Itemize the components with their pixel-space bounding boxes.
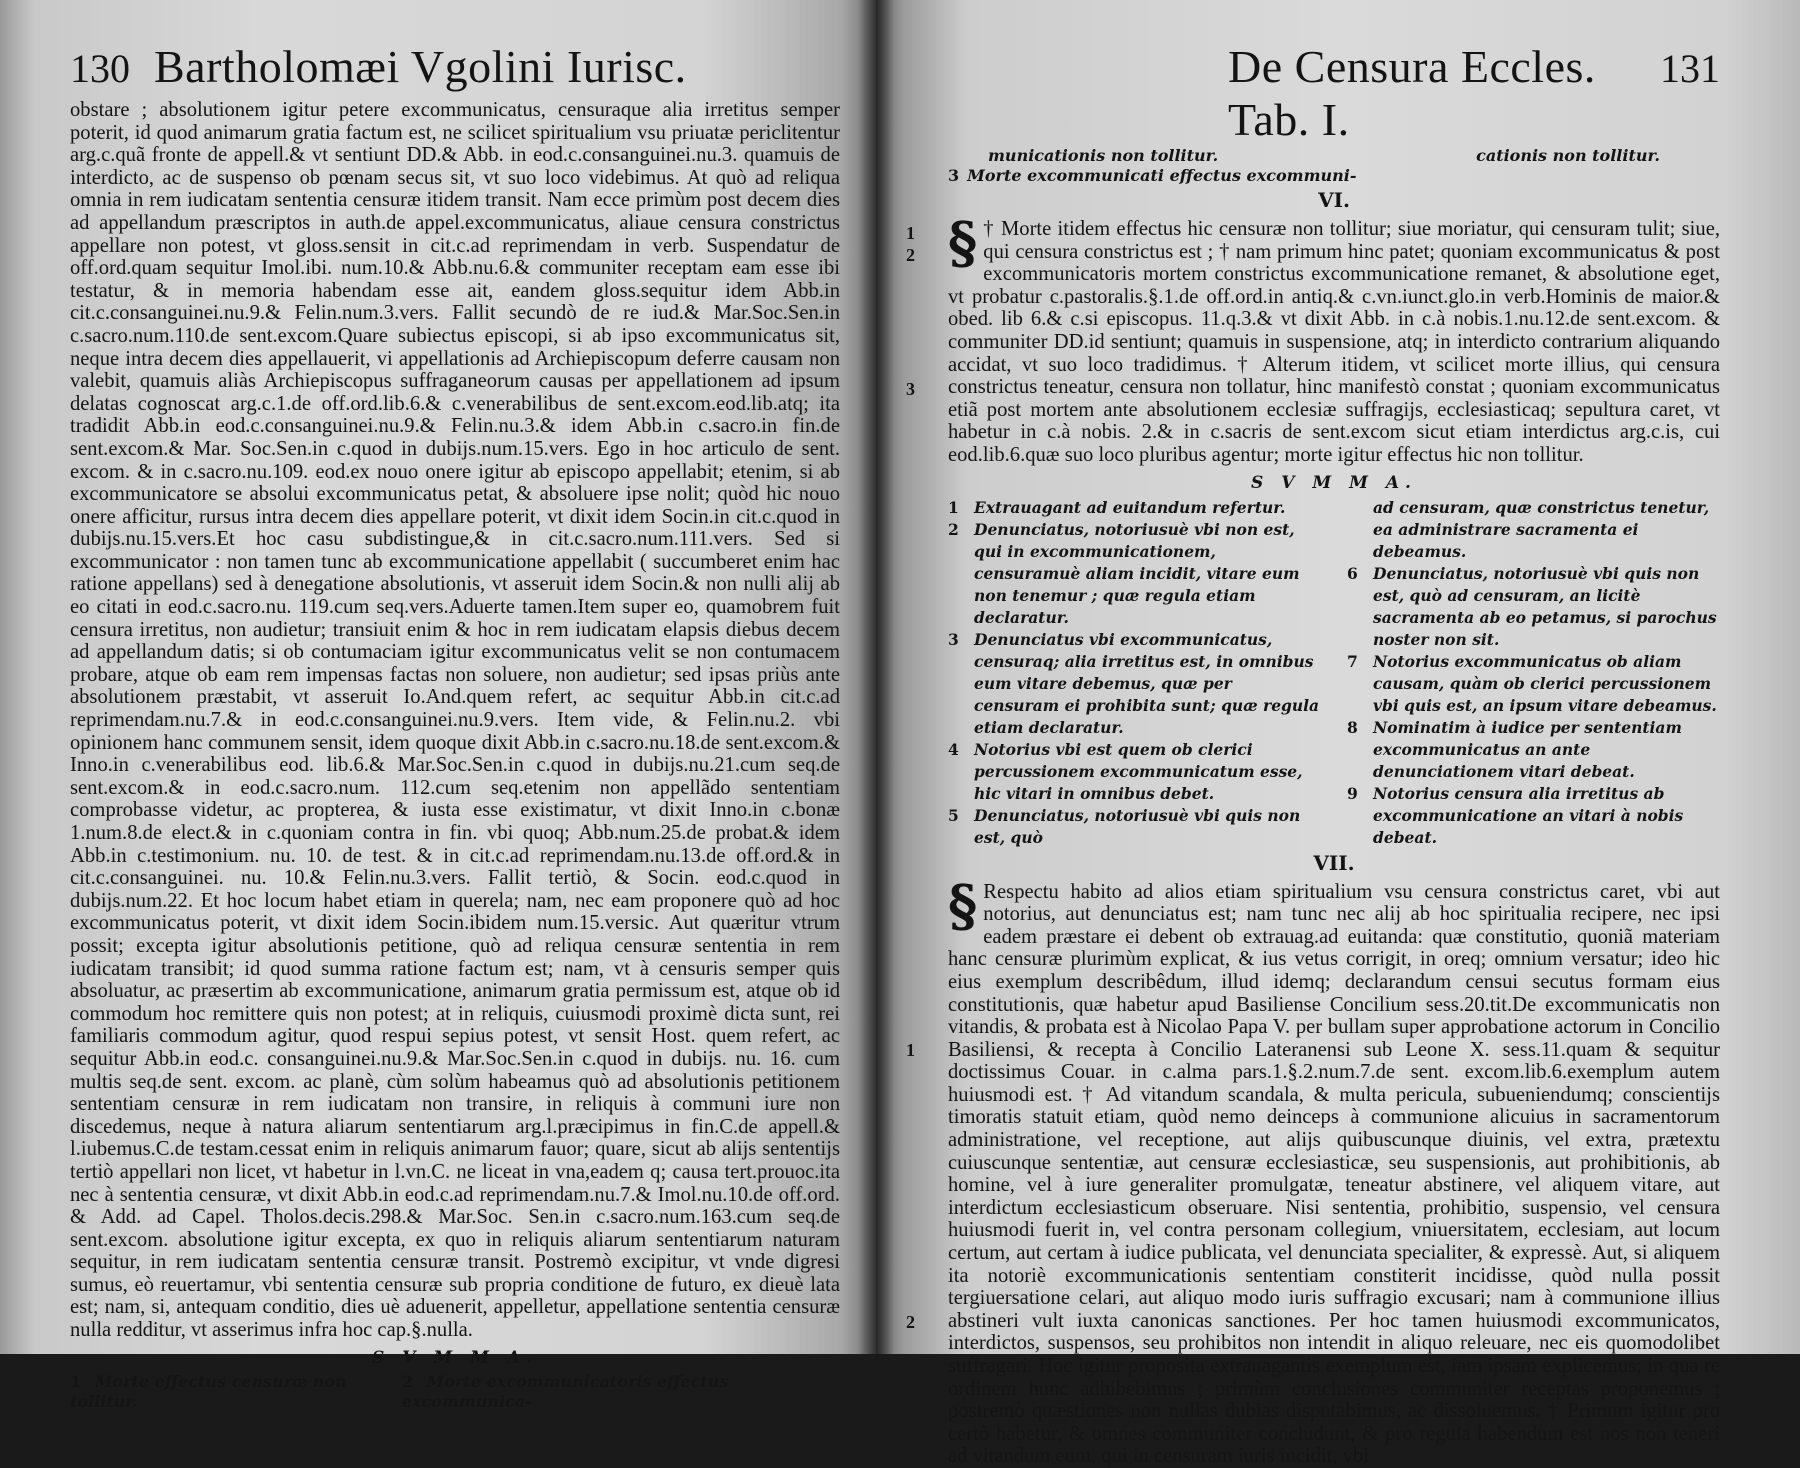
summa-carryover-item: 3 Morte excommunicati effectus excommuni- <box>948 166 1357 185</box>
margin-number: 1 <box>906 223 915 243</box>
section-mark-dropcap: § <box>948 210 978 276</box>
page-number: 131 <box>1660 46 1720 91</box>
right-page-header <box>948 40 1720 146</box>
left-body-text: obstare ; absolutionem igitur petere excommunicatus, censuraque alia irretitus semper poterit, id quod animarum gratia factum est, ne scilicet spiritualium vsu priuatæ periclitentur arg.c.quã fronte de appell.& vt sentiunt DD.& Abb. in eod.c.consanguinei.nu.3. quamuis de interdicto, ac de suspenso ob pœnam secus sit, vt suo loco videbimus. At quò ad reliqua omnia in rem iudicatam sententia censuræ itidem transit. Nam ecce primùm post decem dies ad appellandum præscriptos in auth.de appel.excommunicatus, aliaue censura constrictus appellare non potest, vt gloss.sensit in cit.c.ad reprimendam in verb. Suspendatur de off.ord.quam sequitur Imol.ibi. num.10.& Abb.nu.6.& communiter receptam eam esse ibi testatur, & in memoria habendam esse ait, eandem gloss.sequitur idem Abb.in cit.c.consanguinei.nu.9.& Felin.num.3.vers. Fallit secundò de re iud.& Mar.Soc.Sen.in c.sacro.num.110.de sent.excom.Quare subiectus episcopi, si ab ipso excommunicatus sit, neque intra decem dies appellauerit, vi appellationis ad Archiepiscopum deferre causam non valebit, quamuis aliàs Archiepiscopus suffraganeorum causas per appellationem ad ipsum delatas cognoscat arg.c.1.de off.ord.lib.6.& c.venerabilibus de sent.excom.eod.lib.atq; ita tradidit Abb.in eod.c.consanguinei.nu.9.& Felin.nu.3.& idem Abb.in c.sacro.in fin.de sent.excom.& Mar. Soc.Sen.in c.quod in dubijs.num.15.vers. Ego in hoc articulo de sent. excom. & in c.sacro.nu.109. eod.ex nouo onere igitur ab episcopo appellabit; etenim, si ab excommunicatore se absolui excommunicatus petat, & absoluere ipse nolit; quòd hic nouo onere afficitur, rursus intra decem dies appellare poterit, vt dixit idem Socin.in cit.c.quod in dubijs.nu.15.vers.Et hoc casu subdistingue,& in cit.c.sacro.num.111.vers. Sed si excommunicator : non tamen tunc ab excommunicatione appellabit ( succumberet enim hac ratione appellans) sed à denegatione absolutionis, vt asseruit idem Socin.& non nulli alij ab eo citati in eod.c.sacro.nu. 119.cum seq.vers.Aduerte tamen.Item super eo, quamobrem fuit censura irretitus, non audietur; transiuit enim & hoc in rem iudicatam elapsis diebus decem ad appellandum datis; si ob contumaciam igitur excommunicatus velit se non contumacem probare, atque ob eam rem impensas factas non soluere, non audietur; sed ipsas priùs ante absolutionem præstabit, vt asseruit Io.And.quem refert, ac sequitur Abb.in cit.c.ad reprimendam.nu.7.& in eod.c.consanguinei.nu.9.vers. Item vide, & Felin.nu.2. vbi opinionem hanc communem sensit, idem quoque dixit Abb.in c.sacro.nu.18.de sent.excom.& Inno.in c.venerabilibus eod. lib.6.& Mar.Soc.Sen.in c.quod in dubijs.nu.21.cum seq.de sent.excom.& in eod.c.sacro.num. 112.cum seq.etenim non appellãdo sententiam comprobasse videtur, ac propterea, & iusta esse existimatur, vt dixit Inno.in c.bonæ 1.num.8.de elect.& in c.quoniam contra in fin. vbi quoq; Abb.num.25.de probat.& idem Abb.in c.testimonium. nu. 10. de test. & in cit.c.ad reprimendam.nu.13.de off.ord.& in cit.c.consanguinei. nu. 10.& Felin.nu.3.vers. Fallit tertiò, & Socin. eod.c.quod in dubijs.num.22. Et hoc locum habet etiam in querela; nam, nec eam proponere quò ad hoc excommunicatus poterit, vt dixit idem Socin.ibidem num.15.versic. Aut quæritur vtrum possit; excepta igitur absolutionis petitione, quò ad reliqua censuræ sententia in rem iudicatam transibit; id quod summa ratione factum est; nam, vt à censuris semper quis absoluatur, ac præsertim ab excommunicatione, animarum gratia permissum est, atque ob id commodum hoc remittere quis non potest; at in reliquis, cuiusmodi proximè dicta sunt, rei familiaris commodum agitur, quod respui sepius potest, vt sensit Host. quem refert, ac sequitur Abb.in eod.c. consanguinei.nu.9.& Mar.Soc.Sen.in c.quod in dubijs. nu. 16. cum multis seq.de sent. excom. ac planè, cùm solùm habeamus quò ad absolutionis petitionem sententiam censuræ in rem iudicatam non transire, in reliquis à communi iure non discedemus, neque à natura aliarum sententiarum arg.l.præcipimus in fin.C.de appell.& l.iubemus.C.de testam.cessat enim in reliquis animarum fauor; quare, sicut ab alijs sententijs tertiò appellari non licet, vt habetur in l.vn.C. ne liceat in vna,eadem q; causa tert.prouoc.ita nec à sententia censuræ, vt dixit Abb.in eod.c.ad reprimendam.nu.7.& Imol.nu.10.de off.ord. & Add. ad Capel. Tholos.decis.298.& Mar.Soc. Sen.in c.sacro.num.163.cum seq.de sent.excom. absolutione igitur excepta, ex quo in reliquis aliarum sententiarum naturam sequitur, in rem iudicatam sententia censuræ transit. Postremò excipitur, vt vnde digresi sumus, eò reuertamur, vbi sententia censuræ sub propria conditione de futuro, ex dieuè lata est; nam, si, antequam conditio, dies uè aduenerit, appelletur, appellatione sententia censuræ nulla redditur, vt asserimus infra hoc cap.§.nulla. <box>70 99 840 1342</box>
summa-item: 1 Morte effectus censuræ non tollitur. <box>70 1371 347 1411</box>
running-head: Bartholomæi Vgolini Iurisc. <box>154 41 687 92</box>
gutter-shadow <box>858 0 876 1354</box>
summa-item: 2 Morte excommunicatoris effectus excommunica- <box>401 1371 729 1411</box>
margin-number: 2 <box>906 1311 915 1332</box>
right-page <box>876 0 1800 1468</box>
summa-item: 4 Notorius vbi est quem ob clerici percussionem excommunicatum esse, hic vitari in omnibus debet. <box>948 739 1303 803</box>
summa-title: S V M M A. <box>1251 472 1417 493</box>
section-number: VI. <box>1318 188 1350 212</box>
summa-item: 9 Notorius censura alia irretitus ab excommunicatione an vitari à nobis debeat. <box>1347 783 1684 847</box>
left-page <box>0 0 876 1411</box>
summa-item: ad censuram, quæ constrictus tenetur, ea administrare sacramenta ei debeamus. <box>1373 497 1710 561</box>
summa-list <box>70 1372 840 1412</box>
margin-number: 1 <box>906 1039 915 1060</box>
summa-column-left <box>948 497 1321 849</box>
summa-item: 5 Denunciatus, notoriusuè vbi quis non est, quò <box>948 805 1301 847</box>
page-number: 130 <box>70 46 130 91</box>
summa-item: 8 Nominatim à iudice per sententiam excommunicatus an ante denunciationem vitari debeat. <box>1347 717 1682 781</box>
section-number: VII. <box>1313 850 1355 875</box>
section-vii-text: 1 2 § Respectu habito ad alios etiam spiritualium vsu censura constrictus caret, vbi aut notorius, aut denunciatus est; nam tunc nec alij ab hoc spiritualia recipere, nec ipsi eadem præstare ei debent ob extrauag.ad euitanda: quæ constitutio, quoniã materiam hanc censuræ plurimùm explicat, & ius vetus corrigit, in oreq; omnium versatur; ideo hic eius exemplum describêdum, illud idemq; declarandum censui secutus formam eius constitutionis, quæ habetur apud Basiliense Concilium sess.20.tit.De excommunicatis non vitandis, & probata est à Nicolao Papa V. per bullam super approbatione actorum in Concilio Basiliensi, & recepta à Concilio Lateranensi sub Leone X. sess.11.quam & sequitur doctissimus Couar. in c.alma pars.1.§.2.num.7.de sent. excom.lib.6.exemplum autem huiusmodi est. † Ad vitandum scandala, & multa pericula, subueniendumq; conscientijs timoratis statuit etiam, quòd nemo deinceps à communione alicuius in sacramentorum administratione, vel receptione, aut alijs quibuscunque diuinis, vel extra, prætextu cuiuscunque sententiæ, aut censuræ ecclesiasticæ, seu suspensionis, aut prohibitionis, ab homine, vel à iure generaliter promulgatæ, teneatur abstinere, vel aliquem vitare, aut interdictum ecclesiasticum obseruare. Nisi sententia, prohibitio, suspensio, vel censura huiusmodi fuerit in, vel contra personam collegium, vniuersitatem, ecclesiam, aut locum certum, aut certam à iudice publicata, vel denunciata specialiter, & expressè. Aut, si aliquem ita notoriè excommunicationis sententiam constiterit incidisse, quòd nulla possit tergiuersatione celari, aut aliquo modo iuris suffragio excusari; nam à communione illius abstineri vult iuxta canonicas sanctiones. Per hoc tamen huiusmodi excommunicatos, interdictos, suspensos, seu prohibitos non intendit in aliquo releuare, nec eis quomodolibet suffragari. Hoc igitur proposita extrauagantis exemplum est, iam ipsam explicemus; in qua re ordinem hunc adhibebimus ; primùm conclusiones communiter receptas proponemus ; postremò quæstiones non nullas dubias disputabimus, ac dissoluemus. † Primum igitur pro certò habetur, & omnes communiter concludunt, & pro regula habendum est nos non teneri ad vitandum eum, qui in censuram iuris incidit, vbi <box>906 872 1720 1468</box>
summa-item: 2 Denunciatus, notoriusuè vbi non est, qui in excommunicationem, censuramuè aliam incidit, vitare eum non tenemur ; quæ regula etiam declaratur. <box>948 519 1300 627</box>
section-mark-dropcap: § <box>948 872 978 939</box>
margin-number: 2 <box>906 245 915 265</box>
summa-carryover: municationis non tollitur. cationis non tollitur. <box>988 146 1660 165</box>
summa-title: S V M M A. <box>372 1347 538 1368</box>
summa-column-right <box>1347 497 1720 849</box>
summa-item: 1 Extrauagant ad euitandum refertur. <box>948 497 1286 517</box>
left-page-header <box>70 40 840 93</box>
summa-item: 6 Denunciatus, notoriusuè vbi quis non est, quò ad censuram, an licitè sacramenta ab eo petamus, si parochus noster non sit. <box>1347 563 1717 649</box>
summa-item: 7 Notorius excommunicatus ob aliam causam, quàm ob clerici percussionem vbi quis est, an ipsum vitare debeamus. <box>1347 651 1717 715</box>
margin-number: 3 <box>906 379 915 399</box>
running-head: De Censura Eccles. Tab. I. <box>1228 41 1596 145</box>
section-vi-text: 1 2 3 § † Morte itidem effectus hic censuræ non tollitur; siue moriatur, qui censuram tulit; siue, qui censura constrictus est ; † nam primum hinc patet; quoniam excommunicatus & post excommunicatoris mortem constrictus excommunicatione remanet, & absolutione eget, vt probatur c.pastoralis.§.1.de off.ord.in antiq.& c.vn.iunct.glo.in verb.Hominis de maior.& obed. lib 6.& c.si episcopus. 11.q.3.& vt dixit Abb. in c.à nobis.1.nu.12.de sent.excom. & communiter DD.id sentiunt; quamuis in suspensione, atq; in interdicto contrarium aliquando accidat, vt suo loco tradidimus. † Alterum itidem, vt scilicet morte illius, qui censura constrictus teneatur, censura non tollatur, hinc manifestò constat ; quoniam excommunicatus etiã post mortem ante absolutionem ecclesiæ suffragijs, ecclesiasticaq; sepultura caret, vt habetur in c.à nobis. 2.& in c.sacris de sent.excom sicut etiam interdictus arg.c.is, cui eod.lib.6.quæ suo loco pluribus agentur; morte igitur effectus hic non tollitur. <box>906 210 1720 466</box>
summa-list <box>948 497 1720 849</box>
summa-item: 3 Denunciatus vbi excommunicatus, censuraq; alia irretitus est, in omnibus eum vitare debemus, quæ per censuram ei prohibita sunt; quæ regula etiam declaratur. <box>948 629 1320 737</box>
gutter-shadow <box>876 0 894 1354</box>
